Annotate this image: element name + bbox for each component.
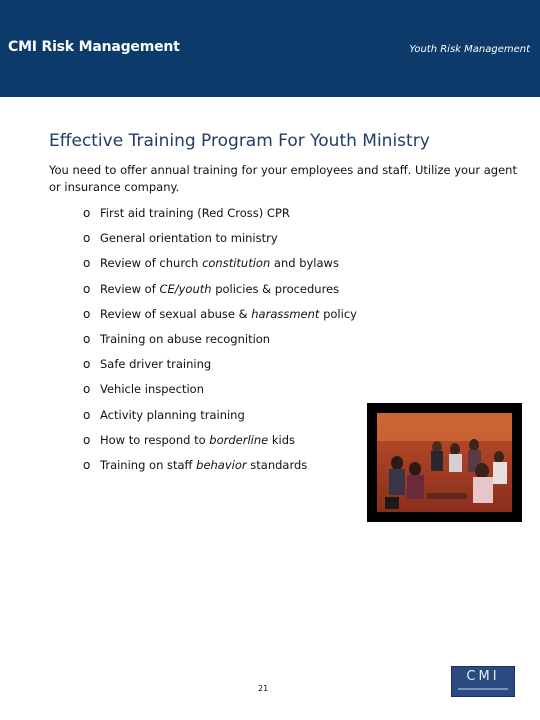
item-text: Vehicle inspection bbox=[100, 382, 204, 397]
training-list-item bbox=[83, 432, 357, 457]
emphasized-text: behavior bbox=[196, 457, 247, 472]
training-list-item bbox=[83, 255, 357, 280]
emphasized-text: constitution bbox=[202, 256, 271, 271]
bullet-marker: o bbox=[83, 206, 91, 220]
cmi-logo bbox=[451, 666, 515, 697]
training-list-item bbox=[83, 331, 357, 356]
bullet-marker: o bbox=[83, 432, 91, 447]
training-item-text bbox=[100, 205, 290, 221]
training-item-text bbox=[100, 255, 339, 271]
training-list-item bbox=[83, 306, 357, 331]
emphasized-text: CE/youth bbox=[159, 281, 212, 296]
training-item-text bbox=[100, 281, 339, 297]
training-item-text bbox=[100, 356, 211, 372]
training-item-text bbox=[100, 331, 270, 347]
item-text: policy bbox=[319, 306, 357, 321]
training-list bbox=[83, 205, 357, 482]
photo-image bbox=[377, 413, 512, 512]
bullet-marker: o bbox=[83, 306, 91, 321]
training-list-item bbox=[83, 381, 357, 406]
page-number: 21 bbox=[258, 684, 269, 693]
page-header bbox=[0, 0, 540, 97]
intro-paragraph: You need to offer annual training for your employees and staff. Utilize your agent or insurance company. bbox=[49, 163, 517, 194]
item-text: Training on abuse recognition bbox=[100, 331, 271, 346]
emphasized-text: harassment bbox=[251, 306, 320, 321]
logo-mark: CMI bbox=[466, 669, 500, 684]
training-list-item bbox=[83, 407, 357, 432]
training-item-text bbox=[100, 230, 278, 246]
training-list-item bbox=[83, 281, 357, 306]
page-title: Effective Training Program For Youth Ministry bbox=[49, 131, 430, 151]
item-text: policies & procedures bbox=[211, 281, 340, 296]
item-text: Safe driver training bbox=[100, 357, 212, 372]
bullet-marker: o bbox=[83, 256, 91, 271]
training-list-item bbox=[83, 205, 357, 230]
training-list-item bbox=[83, 356, 357, 381]
item-text: General orientation to ministry bbox=[100, 231, 278, 246]
brand-title: CMI Risk Management bbox=[8, 39, 180, 55]
training-item-text bbox=[100, 457, 307, 473]
bullet-marker: o bbox=[83, 382, 91, 397]
bullet-marker: o bbox=[83, 357, 91, 372]
item-text: standards bbox=[246, 457, 308, 472]
training-item-text bbox=[100, 407, 245, 423]
bullet-marker: o bbox=[83, 331, 91, 346]
item-text: Training on staff bbox=[100, 457, 197, 472]
training-item-text bbox=[100, 432, 295, 448]
bullet-marker: o bbox=[83, 457, 91, 472]
bullet-marker: o bbox=[83, 231, 91, 246]
bullet-marker: o bbox=[83, 281, 91, 296]
header-tagline: Youth Risk Management bbox=[409, 44, 530, 55]
training-session-photo bbox=[367, 403, 522, 522]
logo-fine-print bbox=[458, 688, 508, 690]
bullet-marker: o bbox=[83, 407, 91, 422]
item-text: Review of sexual abuse & bbox=[100, 306, 252, 321]
item-text: Activity planning training bbox=[100, 407, 245, 422]
item-text: Review of bbox=[100, 281, 160, 296]
item-text: How to respond to bbox=[100, 432, 210, 447]
item-text: and bylaws bbox=[270, 256, 339, 271]
item-text: kids bbox=[268, 432, 296, 447]
training-item-text bbox=[100, 381, 204, 397]
training-list-item bbox=[83, 230, 357, 255]
item-text: Review of church bbox=[100, 256, 203, 271]
emphasized-text: borderline bbox=[209, 432, 269, 447]
item-text: First aid training (Red Cross) CPR bbox=[100, 206, 290, 220]
training-list-item bbox=[83, 457, 357, 482]
training-item-text bbox=[100, 306, 357, 322]
